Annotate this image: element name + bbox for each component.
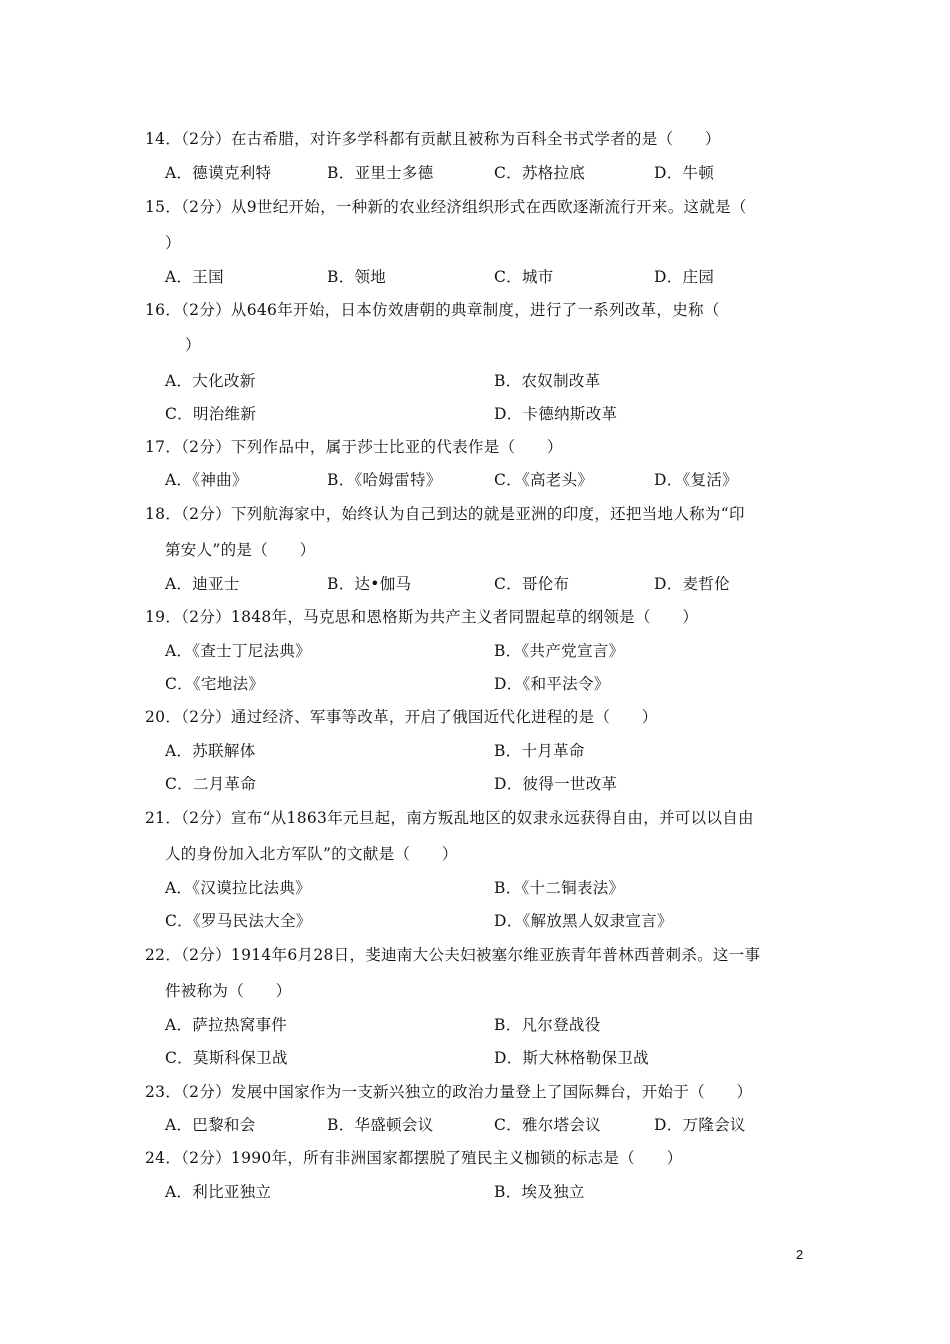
question-15-option-a: A．王国 <box>165 268 224 286</box>
question-15-option-b: B．领地 <box>327 268 387 286</box>
question-23-option-d: D．万隆会议 <box>654 1116 746 1134</box>
question-17-option-d: D．《复活》 <box>654 471 738 489</box>
question-14-option-c: C．苏格拉底 <box>494 164 586 182</box>
question-16-option-a: A．大化改新 <box>165 372 256 390</box>
question-16-stem: 16．（2分）从646年开始，日本仿效唐朝的典章制度，进行了一系列改革，史称（ <box>145 301 720 319</box>
question-22-option-a: A．萨拉热窝事件 <box>165 1016 288 1034</box>
question-18-option-b: B．达•伽马 <box>327 575 412 593</box>
question-22-stem: 22．（2分）1914年6月28日，斐迪南大公夫妇被塞尔维亚族青年普林西普刺杀。这一事 <box>145 946 761 964</box>
question-20-option-a: A．苏联解体 <box>165 742 256 760</box>
question-14-stem: 14．（2分）在古希腊，对许多学科都有贡献且被称为百科全书式学者的是（ ） <box>145 130 721 148</box>
question-24-stem: 24．（2分）1990年，所有非洲国家都摆脱了殖民主义枷锁的标志是（ ） <box>145 1149 683 1167</box>
question-21-stem-continued: 人的身份加入北方军队”的文献是（ ） <box>165 845 458 863</box>
question-23-option-c: C．雅尔塔会议 <box>494 1116 601 1134</box>
question-18-stem: 18．（2分）下列航海家中，始终认为自己到达的就是亚洲的印度，还把当地人称为“印 <box>145 505 745 523</box>
question-19-option-b: B．《共产党宣言》 <box>494 642 625 660</box>
question-18-option-d: D．麦哲伦 <box>654 575 730 593</box>
question-23-option-a: A．巴黎和会 <box>165 1116 256 1134</box>
question-20-option-b: B．十月革命 <box>494 742 585 760</box>
question-17-option-b: B．《哈姆雷特》 <box>327 471 442 489</box>
question-16-option-b: B．农奴制改革 <box>494 372 601 390</box>
question-21-stem: 21．（2分）宣布“从1863年元旦起，南方叛乱地区的奴隶永远获得自由，并可以以自由 <box>145 809 754 827</box>
question-15-stem-continued: ） <box>165 234 181 252</box>
question-21-option-b: B．《十二铜表法》 <box>494 879 625 897</box>
question-14-option-d: D．牛顿 <box>654 164 715 182</box>
question-16-option-c: C．明治维新 <box>165 405 257 423</box>
question-20-option-d: D．彼得一世改革 <box>494 775 618 793</box>
question-22-option-b: B．凡尔登战役 <box>494 1016 601 1034</box>
question-22-stem-continued: 件被称为（ ） <box>165 982 292 1000</box>
question-20-option-c: C．二月革命 <box>165 775 257 793</box>
question-18-option-c: C．哥伦布 <box>494 575 570 593</box>
question-16-stem-continued: ） <box>185 336 201 354</box>
question-17-option-a: A．《神曲》 <box>165 471 248 489</box>
question-17-option-c: C．《高老头》 <box>494 471 594 489</box>
question-15-stem: 15．（2分）从9世纪开始，一种新的农业经济组织形式在西欧逐渐流行开来。这就是（ <box>145 198 747 216</box>
question-21-option-c: C．《罗马民法大全》 <box>165 912 312 930</box>
question-15-option-c: C．城市 <box>494 268 554 286</box>
question-17-stem: 17．（2分）下列作品中，属于莎士比亚的代表作是（ ） <box>145 438 563 456</box>
question-19-option-c: C．《宅地法》 <box>165 675 265 693</box>
question-21-option-a: A．《汉谟拉比法典》 <box>165 879 311 897</box>
question-18-option-a: A．迪亚士 <box>165 575 240 593</box>
page-number: 2 <box>796 1247 804 1262</box>
question-24-option-a: A．利比亚独立 <box>165 1183 272 1201</box>
question-18-stem-continued: 第安人”的是（ ） <box>165 541 316 559</box>
question-22-option-d: D．斯大林格勒保卫战 <box>494 1049 649 1067</box>
question-16-option-d: D．卡德纳斯改革 <box>494 405 618 423</box>
question-20-stem: 20．（2分）通过经济、军事等改革，开启了俄国近代化进程的是（ ） <box>145 708 658 726</box>
question-24-option-b: B．埃及独立 <box>494 1183 585 1201</box>
question-15-option-d: D．庄园 <box>654 268 715 286</box>
question-19-stem: 19．（2分）1848年，马克思和恩格斯为共产主义者同盟起草的纲领是（ ） <box>145 608 699 626</box>
question-19-option-a: A．《查士丁尼法典》 <box>165 642 311 660</box>
question-14-option-b: B．亚里士多德 <box>327 164 434 182</box>
question-23-option-b: B．华盛顿会议 <box>327 1116 434 1134</box>
question-23-stem: 23．（2分）发展中国家作为一支新兴独立的政治力量登上了国际舞台，开始于（ ） <box>145 1083 753 1101</box>
question-14-option-a: A．德谟克利特 <box>165 164 272 182</box>
question-21-option-d: D．《解放黑人奴隶宣言》 <box>494 912 673 930</box>
question-19-option-d: D．《和平法令》 <box>494 675 610 693</box>
question-22-option-c: C．莫斯科保卫战 <box>165 1049 288 1067</box>
